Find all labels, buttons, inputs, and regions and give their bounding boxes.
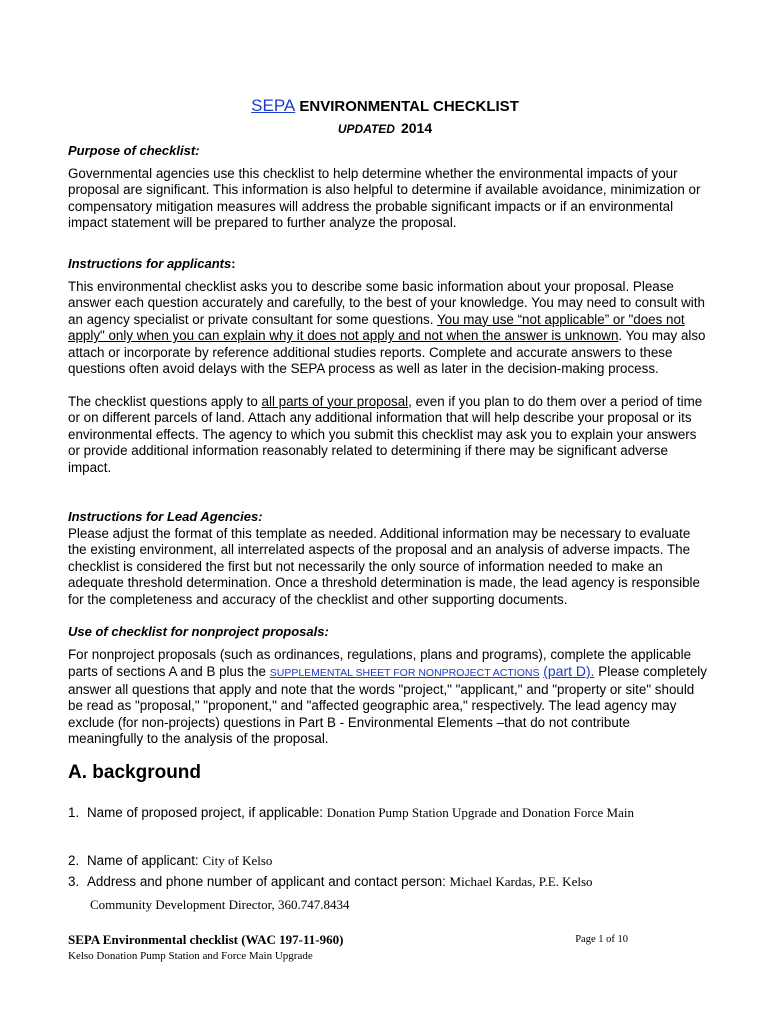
footer-subtitle: Kelso Donation Pump Station and Force Main Upgrade: [68, 950, 313, 962]
project-name-answer: Donation Pump Station Upgrade and Donation Force Main: [326, 805, 634, 820]
sepa-link[interactable]: SEPA: [251, 96, 296, 115]
applicants-paragraph-2: The checklist questions apply to all parts of your proposal, even if you plan to do them over a period of time or on different parcels of land. Attach any additional information that will help describe your proposal or its environmental effects. The agency to which you submit this checklist may ask you to explain your answers or provide additional information reasonably related to determining if there may be significant adverse impact.: [68, 393, 703, 475]
page-title: [0, 96, 770, 116]
purpose-section: [68, 143, 708, 232]
lead-heading: Instructions for Lead Agencies:: [68, 509, 263, 524]
purpose-body: Governmental agencies use this checklist to help determine whether the environmental impacts of your proposal are significant. This information is also helpful to determine if available avoidance, minimization or compensatory mitigation measures will address the probable significant impacts or if an environmental impact statement will be prepared to further analyze the proposal.: [68, 165, 701, 230]
page-footer: [68, 932, 628, 962]
applicants-heading: Instructions for applicants:: [68, 256, 236, 271]
nonproject-heading: Use of checklist for nonproject proposals:: [68, 624, 329, 639]
applicant-answer: City of Kelso: [202, 853, 273, 868]
list-item: 3. Address and phone number of applicant and contact person: Michael Kardas, P.E. Kelso: [68, 874, 593, 889]
part-d-link[interactable]: (part D).: [543, 663, 595, 679]
purpose-heading: Purpose of checklist:: [68, 143, 200, 158]
lead-body: Please adjust the format of this template as needed. Additional information may be necessary to evaluate the existing environment, all interrelated aspects of the proposal and an analysis of adverse impacts. The checklist is considered the first but not necessarily the only source of information needed to make an adequate threshold determination. Once a threshold determination is made, the lead agency is responsible for the completeness and accuracy of the checklist and other supporting documents.: [68, 525, 700, 607]
applicants-section: [68, 256, 708, 476]
updated-label: UPDATED: [337, 122, 395, 136]
nonproject-section: [68, 624, 708, 748]
section-a-title: A. background: [68, 762, 202, 783]
applicants-paragraph-1: This environmental checklist asks you to describe some basic information about your proposal. Please answer each question accurately and carefully, to the best of your knowledge. You may need to consult with an agency specialist or private consultant for some questions. You may use “not applicable” or "does not apply" only when you can explain why it does not apply and not when the answer is unknown. You may also attach or incorporate by reference additional studies reports. Complete and accurate answers to these questions often avoid delays with the SEPA process as well as later in the decision-making process.: [68, 278, 706, 376]
updated-year: 2014: [400, 120, 433, 136]
supplemental-sheet-link[interactable]: SUPPLEMENTAL SHEET FOR NONPROJECT ACTIONS: [269, 667, 540, 679]
title-text: ENVIRONMENTAL CHECKLIST: [299, 98, 519, 115]
lead-agencies-section: [68, 509, 708, 608]
updated-line: [0, 120, 770, 136]
nonproject-body: For nonproject proposals (such as ordinances, regulations, plans and programs), complete the applicable parts of sections A and B plus the SUPPLEMENTAL SHEET FOR NONPROJECT ACTIONS (part D). Please completely answer all questions that apply and note that the words "project," "applicant," and "property or site" should be read as "proposal," "proponent," and "affected geographic area," respectively. The lead agency may exclude (for non-projects) questions in Part B - Environmental Elements –that do not contribute meaningfully to the analysis of the proposal.: [68, 646, 707, 746]
footer-title: SEPA Environmental checklist (WAC 197-11-960): [68, 932, 344, 947]
list-item: 1. Name of proposed project, if applicable: Donation Pump Station Upgrade and Donation Force Main: [68, 805, 634, 820]
contact-answer: Michael Kardas, P.E. Kelso: [449, 874, 593, 889]
page-number: Page 1 of 10: [575, 934, 628, 945]
list-item: 2. Name of applicant: City of Kelso: [68, 853, 273, 868]
contact-answer-continued: Community Development Director, 360.747.8434: [90, 897, 350, 912]
